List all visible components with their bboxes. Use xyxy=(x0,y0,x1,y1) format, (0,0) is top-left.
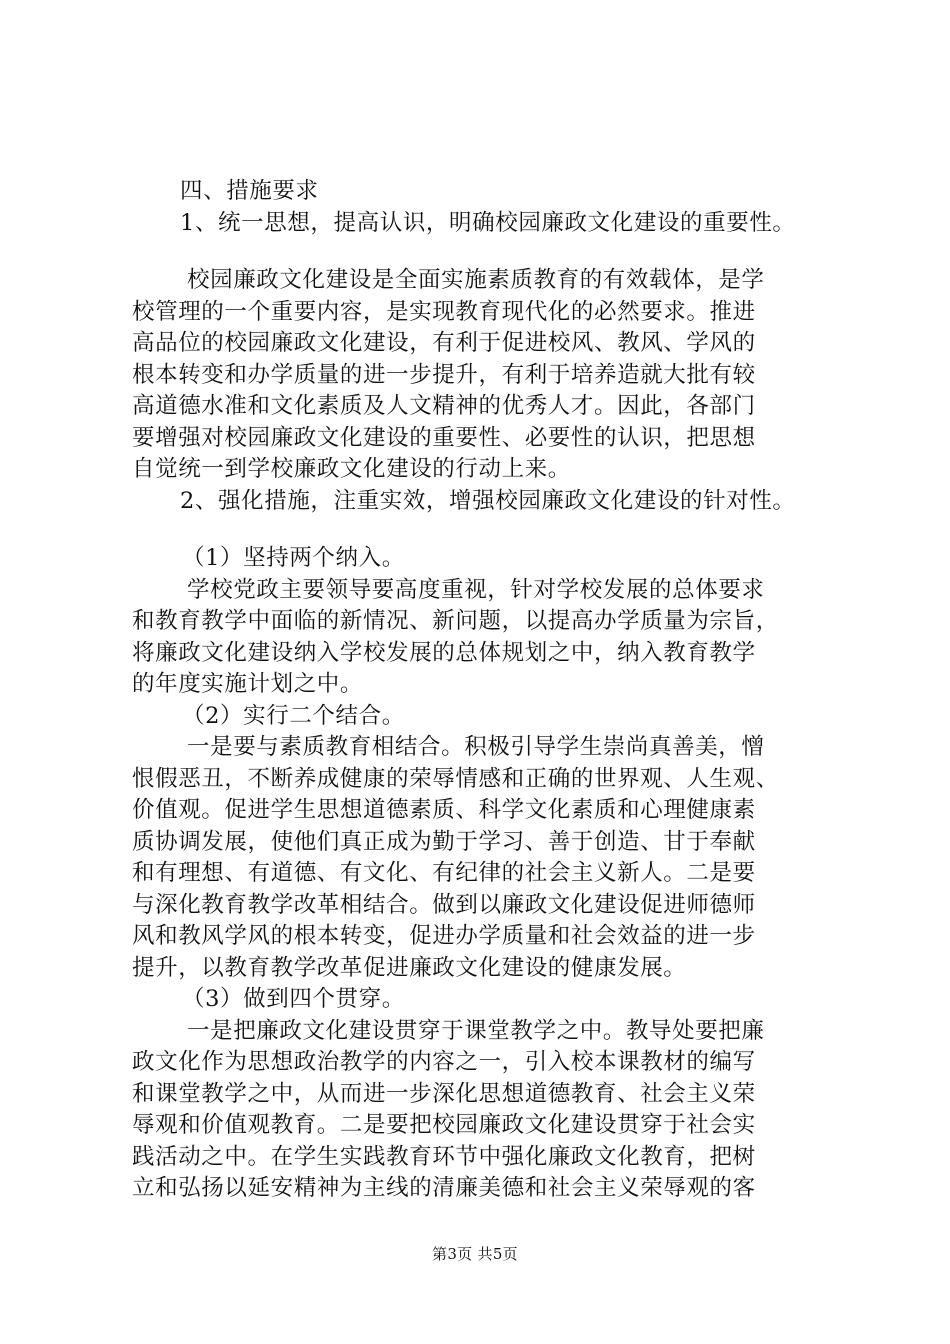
paragraph-line: 风和教风学风的根本转变，促进办学质量和社会效益的进一步 xyxy=(132,923,756,949)
paragraph-line: 政文化作为思想政治教学的内容之一，引入校本课教材的编写 xyxy=(132,1049,756,1075)
paragraph-gap xyxy=(132,239,832,265)
paragraph-line: 学校党政主要领导要高度重视，针对学校发展的总体要求 xyxy=(187,576,765,603)
paragraph-gap xyxy=(132,517,832,543)
paragraph-line: 和教育教学中面临的新情况、新问题，以提高办学质量为宗旨， xyxy=(132,608,779,634)
item-heading: （2）实行二个结合。 xyxy=(182,702,405,729)
paragraph-line: 根本转变和办学质量的进一步提升，有利于培养造就大批有较 xyxy=(132,361,756,388)
paragraph-line: 校管理的一个重要内容，是实现教育现代化的必然要求。推进 xyxy=(132,298,756,325)
paragraph-line: 要增强对校园廉政文化建设的重要性、必要性的认识，把思想 xyxy=(132,424,756,451)
section-heading: 四、措施要求 xyxy=(180,178,319,204)
paragraph-line: 一是要与素质教育相结合。积极引导学生崇尚真善美，憎 xyxy=(187,734,765,760)
paragraph-line: 一是把廉政文化建设贯穿于课堂教学之中。教导处要把廉 xyxy=(187,1017,765,1044)
paragraph-line: 自觉统一到学校廉政文化建设的行动上来。 xyxy=(132,456,571,482)
paragraph-line: 高品位的校园廉政文化建设，有利于促进校风、教风、学风的 xyxy=(132,330,756,356)
subsection-heading: 1、统一思想，提高认识，明确校园廉政文化建设的重要性。 xyxy=(180,209,796,236)
paragraph-line: 践活动之中。在学生实践教育环节中强化廉政文化教育，把树 xyxy=(132,1143,756,1170)
paragraph-line: 将廉政文化建设纳入学校发展的总体规划之中，纳入教育教学 xyxy=(132,639,756,666)
paragraph-line: 价值观。促进学生思想道德素质、科学文化素质和心理健康素 xyxy=(132,797,756,823)
page-footer: 第3页 共5页 xyxy=(432,1245,518,1263)
paragraph-line: 和课堂教学之中，从而进一步深化思想道德教育、社会主义荣 xyxy=(132,1080,756,1107)
paragraph-line: 立和弘扬以延安精神为主线的清廉美德和社会主义荣辱观的客 xyxy=(132,1175,756,1201)
paragraph-line: 提升，以教育教学改革促进廉政文化建设的健康发展。 xyxy=(132,954,687,981)
paragraph-line: 与深化教育教学改革相结合。做到以廉政文化建设促进师德师 xyxy=(132,891,756,918)
paragraph-line: 的年度实施计划之中。 xyxy=(132,671,364,697)
paragraph-line: 高道德水准和文化素质及人文精神的优秀人才。因此，各部门 xyxy=(132,393,756,419)
item-heading: （1）坚持两个纳入。 xyxy=(182,545,405,571)
paragraph-line: 校园廉政文化建设是全面实施素质教育的有效载体，是学 xyxy=(187,267,765,293)
paragraph-line: 和有理想、有道德、有文化、有纪律的社会主义新人。二是要 xyxy=(132,860,756,886)
paragraph-line: 辱观和价值观教育。二是要把校园廉政文化建设贯穿于社会实 xyxy=(132,1112,756,1138)
subsection-heading: 2、强化措施，注重实效，增强校园廉政文化建设的针对性。 xyxy=(180,487,796,514)
paragraph-line: 恨假恶丑，不断养成健康的荣辱情感和正确的世界观、人生观、 xyxy=(132,765,779,792)
paragraph-line: 质协调发展，使他们真正成为勤于学习、善于创造、甘于奉献 xyxy=(132,828,756,855)
item-heading: （3）做到四个贯穿。 xyxy=(182,986,405,1012)
document-body xyxy=(132,176,832,1205)
